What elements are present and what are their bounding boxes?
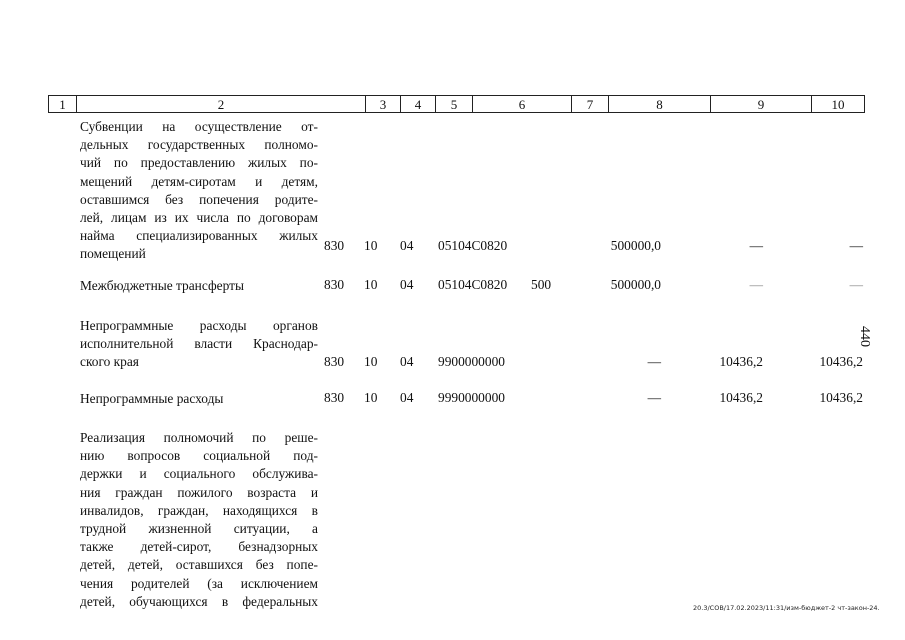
header-col-4: 4 xyxy=(401,96,436,112)
page-number: 440 xyxy=(857,326,872,347)
row-0-col-5: 04 xyxy=(400,238,414,253)
row-2-col-10: 10436,2 xyxy=(819,354,863,369)
row-0-col-6: 05104С0820 xyxy=(438,238,508,253)
row-3-col-8: — xyxy=(647,390,661,405)
header-col-9: 9 xyxy=(711,96,812,112)
row-4-desc-line: также детей-сирот, безнадзорных xyxy=(80,539,318,555)
row-1-col-6: 05104С0820 xyxy=(438,277,508,292)
row-1-description xyxy=(80,277,244,295)
table-header xyxy=(48,95,865,113)
row-2-col-6: 9900000000 xyxy=(438,354,505,369)
row-3-col-10: 10436,2 xyxy=(819,390,863,405)
row-2-col-8: — xyxy=(647,354,661,369)
row-0-desc-line: помещений xyxy=(80,246,146,262)
header-col-3: 3 xyxy=(366,96,401,112)
row-1-col-10: — xyxy=(849,277,863,292)
header-col-2: 2 xyxy=(77,96,366,112)
row-0-description xyxy=(80,118,318,264)
row-2-col-9: 10436,2 xyxy=(719,354,763,369)
row-4-desc-line: детей, детей, оставшихся без попе- xyxy=(80,557,318,573)
row-4-desc-line: инвалидов, граждан, находящихся в xyxy=(80,502,318,518)
row-2-desc-line: Непрограммные расходы органов xyxy=(80,318,318,333)
row-0-col-3: 830 xyxy=(324,238,345,253)
row-1-col-5: 04 xyxy=(400,277,414,292)
row-2-col-3: 830 xyxy=(324,354,345,369)
footer-stamp: 20.3/СОВ/17.02.2023/11:31/изм-бюджет-2 чт-закон-24. xyxy=(693,604,880,612)
row-2-desc-line: ского края xyxy=(80,354,139,370)
row-0-col-4: 10 xyxy=(364,238,378,253)
row-3-col-5: 04 xyxy=(400,390,414,405)
row-2-description xyxy=(80,317,318,372)
row-0-desc-line: дельных государственных полномо- xyxy=(80,137,318,153)
row-4-desc-line: Реализация полномочий по реше- xyxy=(80,430,318,445)
row-3-description xyxy=(80,390,223,408)
row-1-col-9: — xyxy=(749,277,763,292)
header-col-7: 7 xyxy=(572,96,609,112)
row-0-col-10: — xyxy=(849,238,863,253)
row-4-desc-line: нию вопросов социальной под- xyxy=(80,448,318,464)
row-4-desc-line: чения родителей (за исключением xyxy=(80,575,318,591)
row-0-col-9: — xyxy=(749,238,763,253)
row-4-desc-line: детей, обучающихся в федеральных xyxy=(80,593,318,609)
row-3-col-3: 830 xyxy=(324,390,345,405)
row-0-desc-line: мещений детям-сиротам и детям, xyxy=(80,173,318,189)
header-col-8: 8 xyxy=(609,96,711,112)
row-1-desc-line: Межбюджетные трансферты xyxy=(80,278,244,293)
row-0-desc-line: найма специализированных жилых xyxy=(80,228,318,244)
row-4-desc-line: ния граждан пожилого возраста и xyxy=(80,484,318,500)
header-col-1: 1 xyxy=(49,96,77,112)
row-3-col-6: 9990000000 xyxy=(438,390,505,405)
row-3-col-4: 10 xyxy=(364,390,378,405)
header-col-6: 6 xyxy=(473,96,572,112)
row-0-desc-line: оставшимся без попечения родите- xyxy=(80,191,318,207)
row-3-col-9: 10436,2 xyxy=(719,390,763,405)
row-0-desc-line: чий по предоставлению жилых по- xyxy=(80,155,318,171)
header-col-10: 10 xyxy=(831,97,845,112)
row-2-col-4: 10 xyxy=(364,354,378,369)
row-2-desc-line: исполнительной власти Краснодар- xyxy=(80,336,318,352)
row-2-col-5: 04 xyxy=(400,354,414,369)
row-1-col-3: 830 xyxy=(324,277,345,292)
row-1-col-8: 500000,0 xyxy=(610,277,661,292)
row-1-col-7: 500 xyxy=(531,277,552,292)
row-0-desc-line: Субвенции на осуществление от- xyxy=(80,119,318,134)
row-4-description xyxy=(80,429,318,611)
row-3-desc-line: Непрограммные расходы xyxy=(80,391,224,406)
row-1-col-4: 10 xyxy=(364,277,378,292)
row-0-desc-line: лей, лицам из их числа по договорам xyxy=(80,210,318,226)
row-4-desc-line: трудной жизненной ситуации, а xyxy=(80,521,318,537)
header-col-5: 5 xyxy=(436,96,473,112)
row-0-col-8: 500000,0 xyxy=(610,238,661,253)
row-4-desc-line: держки и социального обслужива- xyxy=(80,466,318,482)
